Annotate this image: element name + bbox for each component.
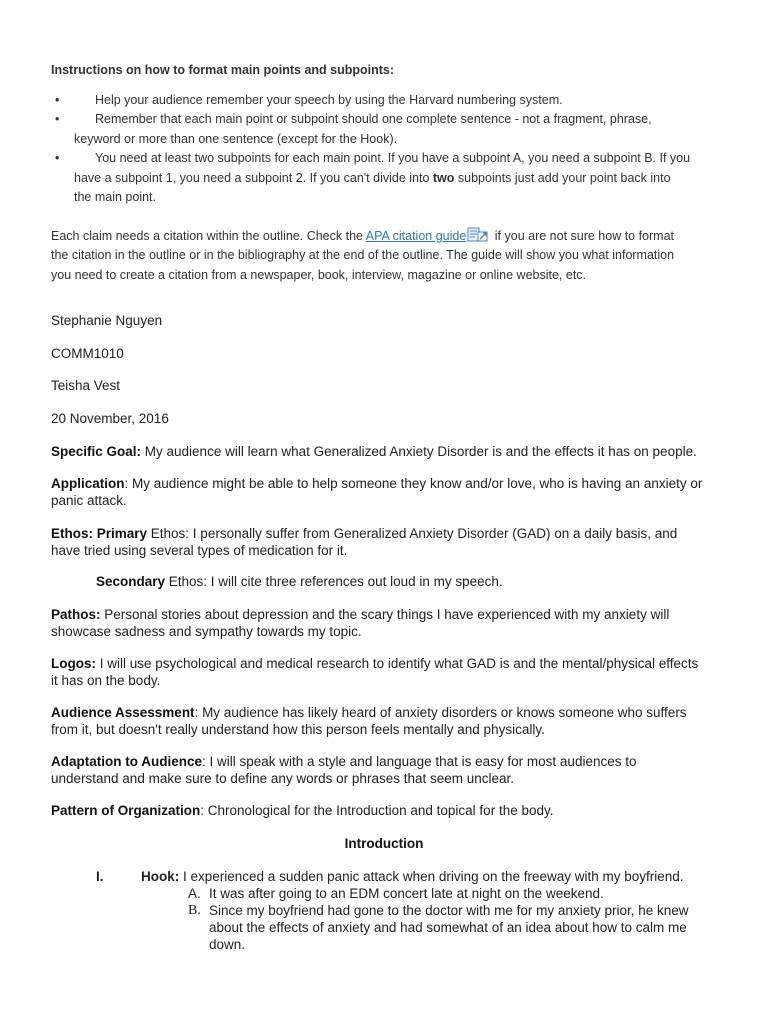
section-text: have tried using several types of medication for it. (51, 542, 348, 558)
section-text: Personal stories about depression and the scary things I have experienced with my anxiety will (100, 607, 670, 622)
main-point-text: I experienced a sudden panic attack when driving on the freeway with my boyfriend. (179, 869, 684, 884)
section-text: understand and make sure to define any words or phrases that seem unclear. (51, 770, 515, 786)
section-text: from it, but doesn't really understand how this person feels mentally and physically. (51, 721, 545, 737)
instruction-bullet-3 (74, 149, 724, 208)
section-text: : I will speak with a style and language that is easy for most audiences to (202, 754, 637, 769)
section-text: I will use psychological and medical research to identify what GAD is and the mental/physical effects (96, 656, 699, 671)
section-label: Specific Goal: (51, 444, 142, 459)
section-text: panic attack. (51, 492, 127, 508)
main-point-label: Hook: (141, 869, 180, 884)
bullet-line: Remember that each main point or subpoint should one complete sentence - not a fragment, phrase, (95, 112, 652, 126)
section-text: My audience will learn what Generalized Anxiety Disorder is and the effects it has on people. (141, 444, 697, 459)
section-label: Secondary (96, 574, 166, 589)
section-label: Audience Assessment (51, 705, 195, 720)
bullet-line: You need at least two subpoints for each main point. If you have a subpoint A, you need a subpoint B. If you (95, 151, 691, 165)
subpoint-letter: B. (188, 903, 201, 918)
pathos (51, 607, 731, 641)
bullet-line: have a subpoint 1, you need a subpoint 2. If you can't divide into (74, 170, 433, 185)
instructions-title: Instructions on how to format main points and subpoints: (51, 63, 395, 77)
ethos-secondary (96, 574, 768, 591)
subpoint-text: Since my boyfriend had gone to the doctor with me for my anxiety prior, he knew (209, 903, 689, 918)
instruction-bullet-2 (74, 110, 724, 149)
section-text: : Chronological for the Introduction and topical for the body. (200, 803, 554, 818)
bullet-line: Help your audience remember your speech by using the Harvard numbering system. (95, 93, 563, 107)
bullet-line: keyword or more than one sentence (except for the Hook). (74, 131, 398, 146)
section-label: Pattern of Organization (51, 803, 201, 818)
subpoint-text: about the effects of anxiety and had somewhat of an idea about how to calm me (209, 919, 687, 935)
section-text: it has on the body. (51, 672, 161, 688)
main-point-numeral: I. (96, 869, 104, 884)
section-text: : My audience has likely heard of anxiety disorders or knows someone who suffers (194, 705, 687, 720)
citation-text: you need to create a citation from a newspaper, book, interview, magazine or online website, etc. (51, 267, 587, 282)
ethos-primary (51, 526, 731, 560)
audience-assessment (51, 705, 731, 739)
section-label: Logos: (51, 656, 96, 671)
course-code: COMM1010 (51, 346, 124, 361)
date: 20 November, 2016 (51, 411, 169, 426)
section-text: showcase sadness and sympathy towards my topic. (51, 623, 362, 639)
section-text: Ethos: I personally suffer from Generalized Anxiety Disorder (GAD) on a daily basis, and (147, 526, 678, 541)
subpoint-a (209, 886, 729, 903)
citation-text: the citation in the outline or in the bibliography at the end of the outline. The guide will show you what information (51, 248, 675, 263)
logos (51, 656, 731, 690)
subpoint-text: down. (209, 936, 246, 952)
apa-citation-guide-link[interactable]: APA citation guide (365, 229, 467, 243)
bullet-emphasis: two (432, 170, 455, 185)
introduction-heading: Introduction (344, 836, 424, 851)
external-document-icon[interactable] (467, 227, 489, 243)
bullet-symbol: • (55, 151, 60, 165)
instruction-bullet-1 (74, 91, 724, 111)
author-name: Stephanie Nguyen (51, 313, 163, 328)
section-label: Ethos: Primary (51, 526, 148, 541)
specific-goal (51, 444, 731, 461)
subpoint-b (209, 903, 729, 953)
application (51, 476, 731, 510)
bullet-line: the main point. (74, 190, 156, 204)
citation-paragraph (51, 227, 721, 285)
section-text: : My audience might be able to help someone they know and/or love, who is having an anxiety or (124, 476, 703, 491)
citation-text: Each claim needs a citation within the outline. Check the (51, 229, 366, 243)
bullet-line: subpoints just add your point back into (454, 170, 671, 185)
main-point-hook (141, 869, 741, 886)
section-label: Pathos: (51, 607, 101, 622)
bullet-symbol: • (55, 112, 60, 126)
instructor-name: Teisha Vest (51, 378, 121, 393)
adaptation-to-audience (51, 754, 731, 788)
pattern-of-organization (51, 803, 731, 820)
bullet-symbol: • (55, 93, 60, 107)
subpoint-text: It was after going to an EDM concert late at night on the weekend. (209, 886, 604, 901)
section-label: Adaptation to Audience (51, 754, 202, 769)
citation-text: if you are not sure how to format (491, 229, 675, 243)
section-label: Application (51, 476, 125, 491)
subpoint-letter: A. (188, 886, 201, 901)
section-text: Ethos: I will cite three references out loud in my speech. (165, 574, 503, 589)
